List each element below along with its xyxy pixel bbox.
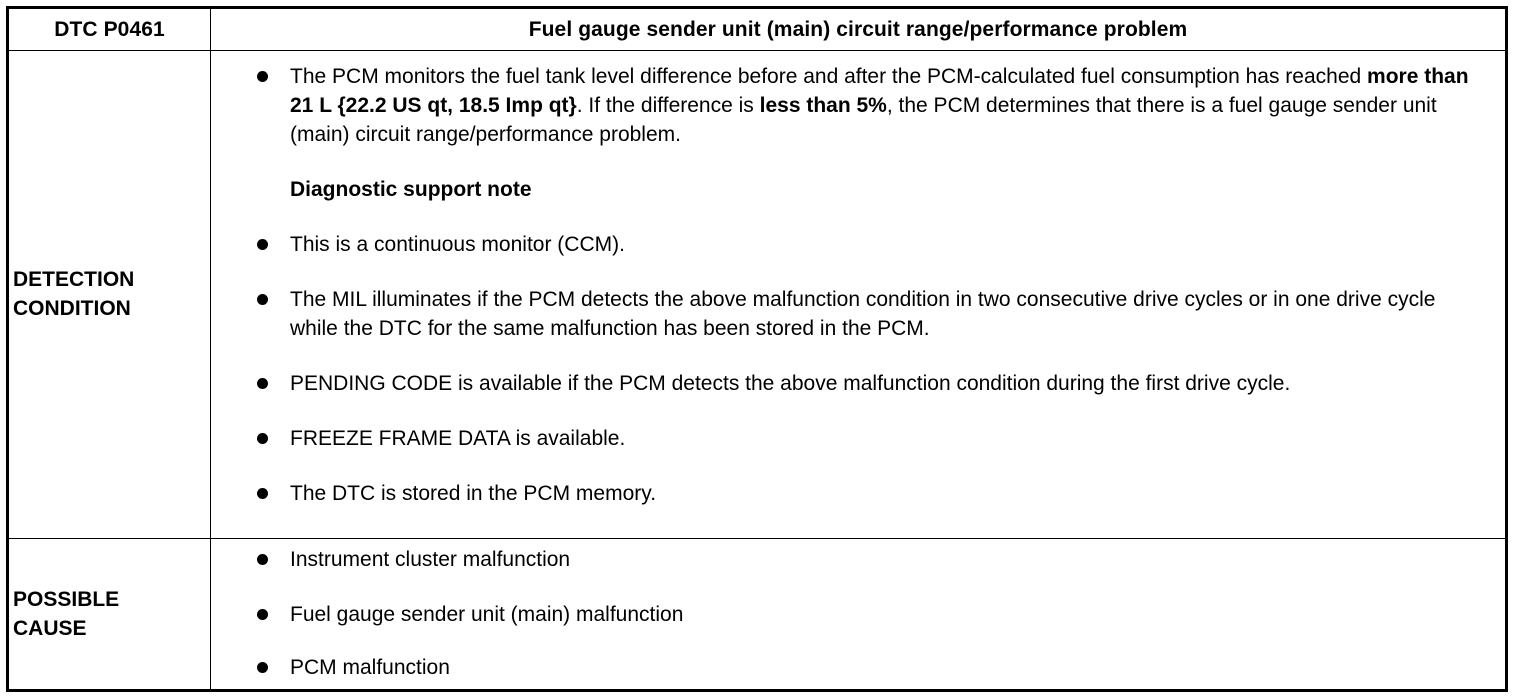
- cause-row: [9, 538, 1506, 689]
- cause-item-2: Fuel gauge sender unit (main) malfunction: [211, 600, 1505, 629]
- bullet-icon: [257, 294, 268, 305]
- cause-item-3: PCM malfunction: [211, 653, 1505, 682]
- detection-item-5: FREEZE FRAME DATA is available.: [211, 424, 1505, 453]
- detection-item-4: PENDING CODE is available if the PCM detects the above malfunction condition during the first drive cycle.: [211, 369, 1505, 398]
- dtc-title: Fuel gauge sender unit (main) circuit range/performance problem: [528, 17, 1188, 41]
- support-note-heading: Diagnostic support note: [290, 178, 532, 202]
- detection-item-3: The MIL illuminates if the PCM detects the above malfunction condition in two consecutive drive cycles or in one drive cycle while the DTC for the same malfunction has been stored in the PCM.: [211, 285, 1505, 343]
- detection-label-cell: [9, 51, 211, 539]
- bullet-icon: [257, 239, 268, 250]
- dtc-code: DTC P0461: [54, 17, 165, 41]
- bullet-icon: [257, 71, 268, 82]
- cause-content-cell: [211, 538, 1506, 689]
- bullet-icon: [257, 662, 268, 673]
- bullet-icon: [257, 488, 268, 499]
- fuel-consumption-threshold: more than 21 L {22.2 US qt, 18.5 Imp qt}: [290, 65, 1469, 118]
- detection-row: [9, 51, 1506, 539]
- header-row: [9, 9, 1506, 51]
- dtc-title-cell: [211, 9, 1506, 51]
- dtc-code-cell: [9, 9, 211, 51]
- cause-label-line2: CAUSE: [13, 616, 87, 640]
- cause-item-1: Instrument cluster malfunction: [211, 545, 1505, 574]
- bullet-icon: [257, 378, 268, 389]
- dtc-table: [8, 8, 1506, 690]
- level-difference-threshold: less than 5%: [759, 94, 887, 118]
- cause-label-line1: POSSIBLE: [13, 587, 120, 611]
- detection-label-line2: CONDITION: [13, 297, 131, 321]
- detection-item-1: The PCM monitors the fuel tank level difference before and after the PCM-calculated fuel consumption has reached more than 21 L {22.2 US qt, 18.5 Imp qt}. If the difference is less than 5%, the PCM determines that there is a fuel gauge sender unit (main) circuit range/performance problem.: [211, 62, 1505, 149]
- bullet-icon: [257, 554, 268, 565]
- detection-content-cell: [211, 51, 1506, 539]
- cause-label-cell: [9, 538, 211, 689]
- detection-item-6: The DTC is stored in the PCM memory.: [211, 479, 1505, 508]
- bullet-icon: [257, 609, 268, 620]
- detection-item-2: This is a continuous monitor (CCM).: [211, 230, 1505, 259]
- dtc-table-frame: [6, 6, 1508, 692]
- bullet-icon: [257, 433, 268, 444]
- detection-label-line1: DETECTION: [13, 268, 135, 292]
